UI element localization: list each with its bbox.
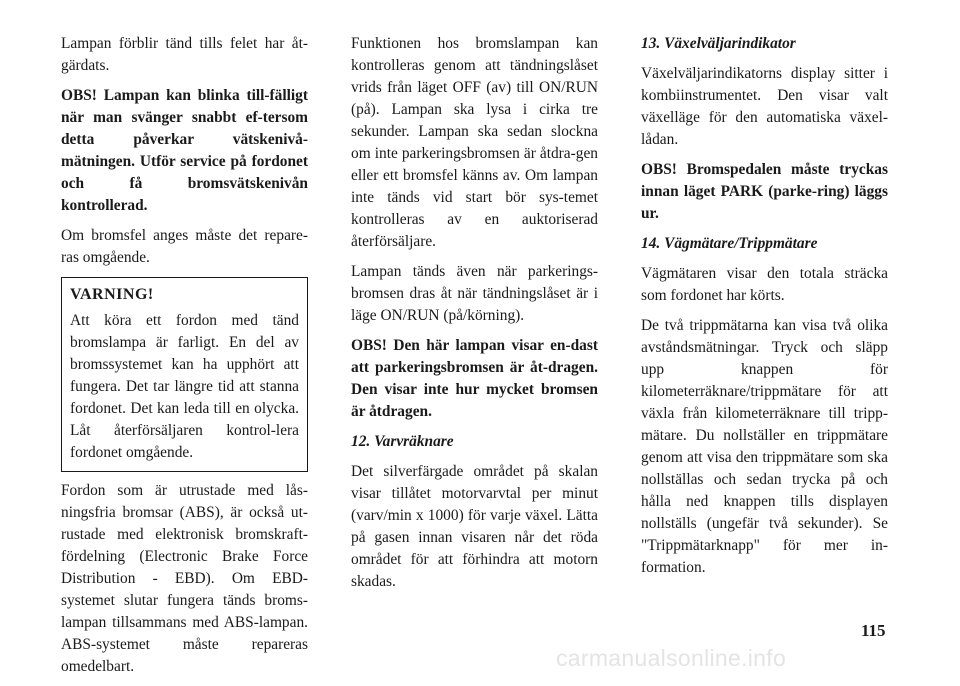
- page-number: 115: [861, 621, 886, 640]
- paragraph: Vägmätaren visar den totala sträcka som fordonet har körts.: [641, 265, 888, 304]
- text-column-2: [351, 33, 598, 601]
- paragraph: Det silverfärgade området på skalan visar tillåtet motorvarvtal per minut (varv/min x 1000) för varje växel. Lätta på gasen innan visaren når det röda området för att förhindra att motorn skadas.: [351, 463, 598, 590]
- text-column-1: [61, 33, 308, 686]
- text-column-3: [641, 33, 888, 587]
- paragraph: Funktionen hos bromslampan kan kontrolleras genom att tändningslåset vrids från läget OFF (av) till ON/RUN (på). Lampan ska lysa i cirka tre sekunder. Lampan ska sedan slockna om inte parkeringsbromsen är åtdra-gen eller ett bromsfel känns av. Om lampan inte tänds vid start bör sys-temet kontrolleras av en auktoriserad återförsäljare.: [351, 35, 598, 250]
- watermark: carmanualsonline.info: [556, 645, 787, 671]
- section-heading: 14. Vägmätare/Trippmätare: [641, 235, 818, 252]
- warning-box: [61, 277, 308, 472]
- note-paragraph: OBS! Den här lampan visar en-dast att parkeringsbromsen är åt-dragen. Den visar inte hur mycket bromsen är åtdragen.: [351, 337, 598, 420]
- paragraph: Växelväljarindikatorns display sitter i kombiinstrumentet. Den visar valt växelläge för den automatiska växel-lådan.: [641, 65, 888, 148]
- paragraph: Lampan förblir tänd tills felet har åt-gärdats.: [61, 35, 308, 74]
- paragraph: Fordon som är utrustade med lås-ningsfria bromsar (ABS), är också ut-rustade med elektronisk bromskraft-fördelning (Electronic Brake Force Distribution - EBD). Om EBD-systemet slutar fungera tänds broms-lampan tillsammans med ABS-lampan. ABS-systemet måste repareras omedelbart.: [61, 482, 308, 675]
- section-heading: 12. Varvräknare: [351, 433, 454, 450]
- warning-text: Att köra ett fordon med tänd bromslampa är farligt. En del av bromssystemet kan ha upphört att fungera. Det tar längre tid att stanna fordonet. Det kan leda till en olycka. Låt återförsäljaren kontrol-lera fordonet omgående.: [70, 312, 299, 461]
- note-paragraph: OBS! Lampan kan blinka till-fälligt när man svänger snabbt ef-tersom detta påverkar vätskenivå-mätningen. Utför service på fordonet och få bromsvätskenivån kontrollerad.: [61, 87, 308, 214]
- paragraph: Om bromsfel anges måste det repare-ras omgående.: [61, 227, 308, 266]
- paragraph: Lampan tänds även när parkerings-bromsen dras åt när tändningslåset är i läge ON/RUN (på/körning).: [351, 263, 598, 324]
- warning-title: VARNING!: [70, 286, 154, 303]
- section-heading: 13. Växelväljarindikator: [641, 35, 796, 52]
- note-paragraph: OBS! Bromspedalen måste tryckas innan läget PARK (parke-ring) läggs ur.: [641, 161, 888, 222]
- paragraph: De två trippmätarna kan visa två olika avståndsmätningar. Tryck och släpp upp knappen för kilometerräknare/trippmätare för att växla från kilometerräknare till tripp-mätare. Du nollställer en trippmätare genom att visa den trippmätare som ska nollställas och sedan trycka på och hålla ned knappen tills displayen nollställs (ungefär två sekunder). Se "Trippmätarknapp" för mer in-formation.: [641, 317, 888, 576]
